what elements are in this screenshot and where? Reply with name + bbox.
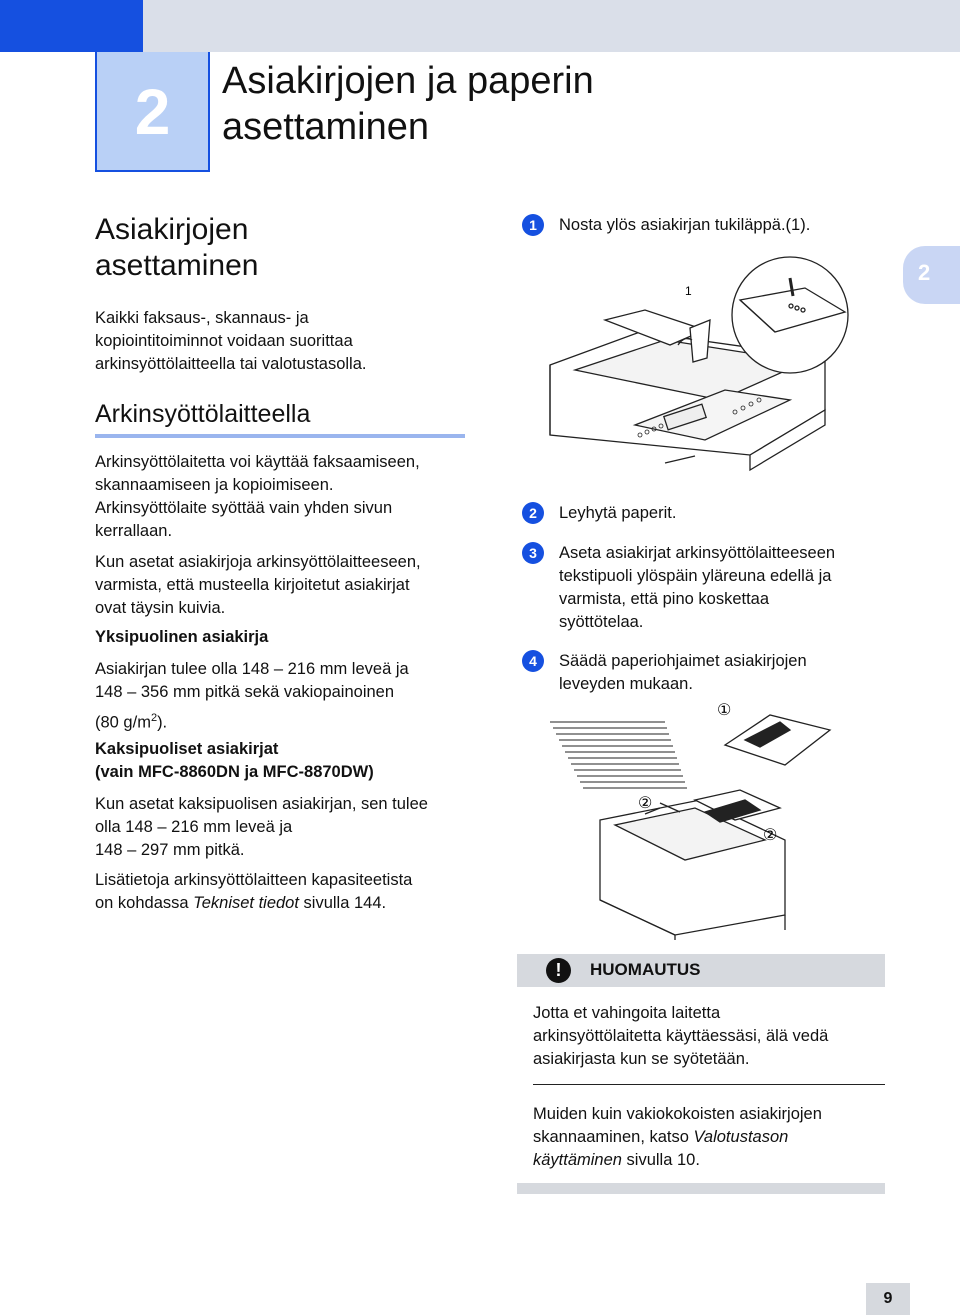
adf-support-flap-figure <box>545 250 865 475</box>
intro-paragraph <box>95 307 366 376</box>
more-info-paragraph <box>95 869 412 915</box>
section-title <box>95 212 258 284</box>
more-pre: on kohdassa <box>95 894 194 912</box>
note-header <box>517 954 885 987</box>
step-4-text <box>559 650 807 696</box>
note-post: sivulla 10. <box>621 1151 700 1169</box>
step-1-text: Nosta ylös asiakirjan tukiläppä.(1). <box>559 216 811 234</box>
weight-superscript: 2 <box>150 712 158 724</box>
two-sided-heading-line1: Kaksipuoliset asiakirjat <box>95 740 279 758</box>
paragraph-line: 148 – 356 mm pitkä sekä vakiopainoinen <box>95 683 395 701</box>
glass-reference-link[interactable]: Valotustason <box>693 1128 789 1146</box>
side-chapter-tab-number: 2 <box>918 260 931 285</box>
paragraph-line: Kun asetat asiakirjoja arkinsyöttölaitteeseen, <box>95 553 421 571</box>
subsection-rule <box>95 434 465 438</box>
step-line: varmista, että pino koskettaa <box>559 590 770 608</box>
adf-paragraph-1 <box>95 451 420 543</box>
step-3-text <box>559 542 835 634</box>
header-bar-grey <box>143 0 960 52</box>
chapter-title <box>222 58 594 150</box>
paragraph-line: 148 – 297 mm pitkä. <box>95 841 245 859</box>
note-text-1 <box>533 1002 828 1071</box>
figure1-callout: 1 <box>685 284 692 298</box>
step-line: tekstipuoli ylöspäin yläreuna edellä ja <box>559 567 832 585</box>
note-footer-bar <box>517 1183 885 1194</box>
weight-text: (80 g/m <box>95 713 151 732</box>
paper-guides-figure <box>545 700 865 940</box>
note-line <box>533 1149 822 1172</box>
chapter-title-line2: asettaminen <box>222 106 430 148</box>
one-sided-heading: Yksipuolinen asiakirja <box>95 628 269 646</box>
paragraph-line: varmista, että musteella kirjoitetut asiakirjat <box>95 576 410 594</box>
step-line: Aseta asiakirjat arkinsyöttölaitteeseen <box>559 544 836 562</box>
paragraph-line <box>95 892 412 915</box>
paragraph-line: Kun asetat kaksipuolisen asiakirjan, sen tulee <box>95 795 428 813</box>
step-4-badge: 4 <box>522 650 544 672</box>
paragraph-line: olla 148 – 216 mm leveä ja <box>95 818 293 836</box>
side-chapter-tab <box>903 246 960 304</box>
two-sided-heading-line2: (vain MFC-8860DN ja MFC-8870DW) <box>95 763 374 781</box>
chapter-number: 2 <box>134 76 171 148</box>
paragraph-line: Arkinsyöttölaite syöttää vain yhden sivun <box>95 499 393 517</box>
note-line: Muiden kuin vakiokokoisten asiakirjojen <box>533 1105 822 1123</box>
step-line: leveyden mukaan. <box>559 675 693 693</box>
intro-line: arkinsyöttölaitteella tai valotustasolla. <box>95 355 367 373</box>
subsection-heading: Arkinsyöttölaitteella <box>95 400 311 428</box>
two-sided-heading <box>95 738 374 784</box>
step-line: Säädä paperiohjaimet asiakirjojen <box>559 652 807 670</box>
adf-paragraph-2 <box>95 551 421 620</box>
step-1-badge: 1 <box>522 214 544 236</box>
note-divider <box>533 1084 885 1085</box>
more-post: sivulla 144. <box>298 894 387 912</box>
paragraph-line: skannaamiseen ja kopioimiseen. <box>95 476 334 494</box>
paper-weight-line <box>95 707 409 735</box>
note-title: HUOMAUTUS <box>590 960 701 979</box>
chapter-title-line1: Asiakirjojen ja paperin <box>222 60 594 102</box>
one-sided-text <box>95 658 409 735</box>
warning-icon: ! <box>546 958 571 983</box>
note-text-2 <box>533 1103 822 1172</box>
intro-line: kopiointitoiminnot voidaan suorittaa <box>95 332 353 350</box>
page-number: 9 <box>883 1290 893 1307</box>
spec-reference-link[interactable]: Tekniset tiedot <box>193 894 299 912</box>
intro-line: Kaikki faksaus-, skannaus- ja <box>95 309 309 327</box>
note-line: arkinsyöttölaitetta käyttäessäsi, älä vedä <box>533 1027 829 1045</box>
paragraph-line: Lisätietoja arkinsyöttölaitteen kapasiteetista <box>95 871 413 889</box>
step-3-badge: 3 <box>522 542 544 564</box>
header-bar-blue <box>0 0 143 52</box>
paragraph-line: Arkinsyöttölaitetta voi käyttää faksaamiseen, <box>95 453 420 471</box>
two-sided-text <box>95 793 428 862</box>
paragraph-line: kerrallaan. <box>95 522 173 540</box>
step-2-text: Leyhytä paperit. <box>559 504 677 522</box>
weight-text-end: ). <box>157 713 168 732</box>
section-title-line2: asettaminen <box>95 249 259 282</box>
figure2-callout-3: ② <box>763 827 778 844</box>
glass-reference-link-2[interactable]: käyttäminen <box>533 1151 622 1169</box>
note-pre: skannaaminen, katso <box>533 1128 694 1146</box>
step-2-badge: 2 <box>522 502 544 524</box>
section-title-line1: Asiakirjojen <box>95 213 249 246</box>
note-line: asiakirjasta kun se syötetään. <box>533 1050 750 1068</box>
paragraph-line: ovat täysin kuivia. <box>95 599 226 617</box>
paragraph-line: Asiakirjan tulee olla 148 – 216 mm leveä ja <box>95 660 409 678</box>
step-line: syöttötelaa. <box>559 613 644 631</box>
figure2-callout-1: ① <box>717 702 732 719</box>
note-line: Jotta et vahingoita laitetta <box>533 1004 721 1022</box>
note-line <box>533 1126 822 1149</box>
figure2-callout-2: ② <box>638 795 653 812</box>
